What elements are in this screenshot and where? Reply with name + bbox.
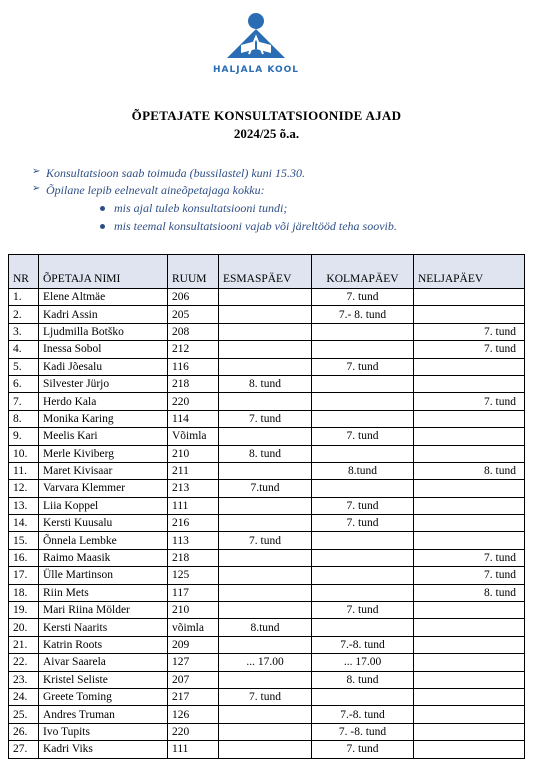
cell-room: 211 <box>168 462 219 479</box>
cell-monday <box>219 706 312 723</box>
cell-thursday <box>414 410 525 427</box>
cell-teacher-name: Inessa Sobol <box>39 341 168 358</box>
cell-monday <box>219 584 312 601</box>
dot-bullet-icon <box>100 224 105 229</box>
cell-room: 207 <box>168 671 219 688</box>
cell-monday <box>219 289 312 306</box>
table-row <box>9 289 525 306</box>
cell-teacher-name: Merle Kiviberg <box>39 445 168 462</box>
cell-wednesday <box>312 375 414 392</box>
cell-thursday <box>414 532 525 549</box>
cell-nr: 5. <box>9 358 39 375</box>
cell-thursday <box>414 480 525 497</box>
cell-wednesday: ... 17.00 <box>312 654 414 671</box>
cell-wednesday: 7.-8. tund <box>312 636 414 653</box>
cell-teacher-name: Andres Truman <box>39 706 168 723</box>
cell-thursday <box>414 445 525 462</box>
cell-thursday <box>414 375 525 392</box>
cell-wednesday <box>312 445 414 462</box>
cell-teacher-name: Maret Kivisaar <box>39 462 168 479</box>
cell-room: 212 <box>168 341 219 358</box>
cell-room: 117 <box>168 584 219 601</box>
cell-room: 113 <box>168 532 219 549</box>
cell-teacher-name: Ülle Martinson <box>39 567 168 584</box>
cell-nr: 15. <box>9 532 39 549</box>
school-year: 2024/25 õ.a. <box>233 126 300 141</box>
cell-room: 213 <box>168 480 219 497</box>
cell-room: 205 <box>168 306 219 323</box>
cell-teacher-name: Kadri Viks <box>39 741 168 758</box>
cell-wednesday: 8.tund <box>312 462 414 479</box>
cell-monday <box>219 671 312 688</box>
cell-room: 111 <box>168 497 219 514</box>
cell-nr: 4. <box>9 341 39 358</box>
cell-nr: 3. <box>9 323 39 340</box>
cell-nr: 25. <box>9 706 39 723</box>
header-room: RUUM <box>168 255 219 289</box>
note-sub-item <box>32 219 397 236</box>
cell-wednesday <box>312 688 414 705</box>
cell-wednesday <box>312 480 414 497</box>
cell-monday <box>219 306 312 323</box>
cell-wednesday <box>312 393 414 410</box>
table-row <box>9 636 525 653</box>
cell-wednesday: 7.- 8. tund <box>312 306 414 323</box>
cell-room: 210 <box>168 602 219 619</box>
cell-room: 208 <box>168 323 219 340</box>
cell-monday: 7. tund <box>219 532 312 549</box>
cell-monday <box>219 515 312 532</box>
cell-nr: 26. <box>9 723 39 740</box>
cell-thursday <box>414 741 525 758</box>
cell-wednesday: 7. tund <box>312 602 414 619</box>
cell-room: 116 <box>168 358 219 375</box>
table-row <box>9 341 525 358</box>
cell-monday <box>219 567 312 584</box>
arrow-bullet-icon: ➢ <box>32 166 41 177</box>
note-sub-text: mis ajal tuleb konsultatsiooni tundi; <box>114 201 288 215</box>
table-row <box>9 393 525 410</box>
note-sub-text: mis teemal konsultatsiooni vajab või järeltööd teha soovib. <box>114 219 397 233</box>
note-item <box>32 166 397 183</box>
table-row <box>9 323 525 340</box>
cell-wednesday <box>312 323 414 340</box>
arrow-bullet-icon: ➢ <box>32 183 41 194</box>
cell-teacher-name: Kersti Kuusalu <box>39 515 168 532</box>
cell-room: 125 <box>168 567 219 584</box>
cell-teacher-name: Õnnela Lembke <box>39 532 168 549</box>
note-item <box>32 183 397 200</box>
cell-thursday: 7. tund <box>414 567 525 584</box>
note-text: Konsultatsioon saab toimuda (bussilastel) kuni 15.30. <box>46 166 306 180</box>
cell-nr: 23. <box>9 671 39 688</box>
cell-teacher-name: Silvester Jürjo <box>39 375 168 392</box>
cell-monday <box>219 341 312 358</box>
cell-thursday <box>414 358 525 375</box>
cell-wednesday <box>312 619 414 636</box>
cell-monday: 8. tund <box>219 445 312 462</box>
table-row <box>9 532 525 549</box>
cell-teacher-name: Riin Mets <box>39 584 168 601</box>
cell-room: 127 <box>168 654 219 671</box>
cell-room: 216 <box>168 515 219 532</box>
table-row <box>9 706 525 723</box>
cell-thursday <box>414 671 525 688</box>
cell-nr: 27. <box>9 741 39 758</box>
cell-thursday <box>414 289 525 306</box>
school-logo <box>210 12 302 82</box>
note-sub-item <box>32 201 397 218</box>
cell-teacher-name: Ivo Tupits <box>39 723 168 740</box>
school-name: HALJALA KOOL <box>213 65 299 75</box>
cell-wednesday <box>312 584 414 601</box>
cell-nr: 24. <box>9 688 39 705</box>
cell-monday <box>219 497 312 514</box>
cell-teacher-name: Mari Riina Mölder <box>39 602 168 619</box>
cell-thursday <box>414 654 525 671</box>
cell-teacher-name: Kadi Jõesalu <box>39 358 168 375</box>
cell-nr: 1. <box>9 289 39 306</box>
cell-wednesday <box>312 341 414 358</box>
cell-nr: 11. <box>9 462 39 479</box>
cell-thursday <box>414 515 525 532</box>
cell-monday: 8.tund <box>219 619 312 636</box>
cell-room: 111 <box>168 741 219 758</box>
cell-nr: 20. <box>9 619 39 636</box>
cell-nr: 8. <box>9 410 39 427</box>
cell-nr: 14. <box>9 515 39 532</box>
header-teacher-name: ÕPETAJA NIMI <box>39 255 168 289</box>
cell-room: 218 <box>168 549 219 566</box>
cell-wednesday: 8. tund <box>312 671 414 688</box>
cell-monday <box>219 723 312 740</box>
header-monday: ESMASPÄEV <box>219 255 312 289</box>
cell-wednesday <box>312 410 414 427</box>
cell-thursday <box>414 723 525 740</box>
cell-teacher-name: Aivar Saarela <box>39 654 168 671</box>
consultation-table <box>8 254 525 759</box>
cell-thursday: 7. tund <box>414 393 525 410</box>
table-row <box>9 619 525 636</box>
cell-nr: 13. <box>9 497 39 514</box>
table-row <box>9 741 525 758</box>
table-row <box>9 480 525 497</box>
table-row <box>9 723 525 740</box>
cell-teacher-name: Greete Toming <box>39 688 168 705</box>
cell-monday <box>219 741 312 758</box>
cell-monday: 7. tund <box>219 410 312 427</box>
table-row <box>9 306 525 323</box>
cell-wednesday: 7. tund <box>312 741 414 758</box>
cell-wednesday: 7. -8. tund <box>312 723 414 740</box>
cell-teacher-name: Ljudmilla Botško <box>39 323 168 340</box>
cell-thursday <box>414 688 525 705</box>
cell-teacher-name: Elene Altmäe <box>39 289 168 306</box>
table-row <box>9 445 525 462</box>
cell-thursday <box>414 602 525 619</box>
cell-wednesday: 7. tund <box>312 497 414 514</box>
cell-thursday <box>414 306 525 323</box>
cell-teacher-name: Raimo Maasik <box>39 549 168 566</box>
table-row <box>9 671 525 688</box>
table-row <box>9 567 525 584</box>
cell-nr: 18. <box>9 584 39 601</box>
cell-monday: 8. tund <box>219 375 312 392</box>
cell-room: 220 <box>168 723 219 740</box>
cell-teacher-name: Kersti Naarits <box>39 619 168 636</box>
cell-thursday: 7. tund <box>414 549 525 566</box>
cell-room: võimla <box>168 619 219 636</box>
cell-wednesday <box>312 549 414 566</box>
cell-wednesday: 7.-8. tund <box>312 706 414 723</box>
cell-thursday <box>414 497 525 514</box>
cell-monday: 7. tund <box>219 688 312 705</box>
cell-thursday <box>414 619 525 636</box>
cell-monday <box>219 358 312 375</box>
cell-nr: 10. <box>9 445 39 462</box>
cell-nr: 6. <box>9 375 39 392</box>
cell-teacher-name: Monika Karing <box>39 410 168 427</box>
page-title: ÕPETAJATE KONSULTATSIOONIDE AJAD <box>131 108 402 123</box>
cell-thursday <box>414 636 525 653</box>
cell-thursday: 7. tund <box>414 341 525 358</box>
cell-nr: 9. <box>9 428 39 445</box>
cell-monday <box>219 549 312 566</box>
cell-wednesday: 7. tund <box>312 515 414 532</box>
cell-wednesday: 7. tund <box>312 289 414 306</box>
cell-room: 126 <box>168 706 219 723</box>
cell-room: 114 <box>168 410 219 427</box>
header-nr: NR <box>9 255 39 289</box>
cell-room: 209 <box>168 636 219 653</box>
table-row <box>9 375 525 392</box>
table-row <box>9 515 525 532</box>
cell-room: 218 <box>168 375 219 392</box>
cell-nr: 21. <box>9 636 39 653</box>
cell-nr: 19. <box>9 602 39 619</box>
cell-room: 210 <box>168 445 219 462</box>
cell-monday <box>219 462 312 479</box>
cell-thursday: 8. tund <box>414 584 525 601</box>
table-row <box>9 428 525 445</box>
table-row <box>9 358 525 375</box>
cell-thursday: 7. tund <box>414 323 525 340</box>
cell-thursday: 8. tund <box>414 462 525 479</box>
cell-nr: 22. <box>9 654 39 671</box>
cell-teacher-name: Meelis Kari <box>39 428 168 445</box>
cell-wednesday: 7. tund <box>312 428 414 445</box>
cell-monday: ... 17.00 <box>219 654 312 671</box>
cell-monday <box>219 323 312 340</box>
dot-bullet-icon <box>100 206 105 211</box>
table-header-row <box>9 255 525 289</box>
cell-room: Võimla <box>168 428 219 445</box>
cell-nr: 16. <box>9 549 39 566</box>
cell-wednesday <box>312 567 414 584</box>
cell-nr: 7. <box>9 393 39 410</box>
cell-nr: 17. <box>9 567 39 584</box>
cell-teacher-name: Liia Koppel <box>39 497 168 514</box>
note-text: Õpilane lepib eelnevalt aineõpetajaga kokku: <box>46 183 265 197</box>
notes-list <box>32 166 397 236</box>
table-row <box>9 688 525 705</box>
table-row <box>9 462 525 479</box>
table-row <box>9 654 525 671</box>
table-row <box>9 497 525 514</box>
cell-teacher-name: Herdo Kala <box>39 393 168 410</box>
cell-nr: 2. <box>9 306 39 323</box>
cell-wednesday <box>312 532 414 549</box>
cell-thursday <box>414 706 525 723</box>
cell-wednesday: 7. tund <box>312 358 414 375</box>
cell-nr: 12. <box>9 480 39 497</box>
header-thursday: NELJAPÄEV <box>414 255 525 289</box>
cell-teacher-name: Kadri Assin <box>39 306 168 323</box>
cell-room: 220 <box>168 393 219 410</box>
table-row <box>9 549 525 566</box>
school-emblem-icon <box>221 12 291 62</box>
cell-thursday <box>414 428 525 445</box>
cell-monday <box>219 393 312 410</box>
cell-monday <box>219 428 312 445</box>
cell-teacher-name: Varvara Klemmer <box>39 480 168 497</box>
header-wednesday: KOLMAPÄEV <box>312 255 414 289</box>
table-row <box>9 602 525 619</box>
cell-monday: 7.tund <box>219 480 312 497</box>
table-row <box>9 410 525 427</box>
table-row <box>9 584 525 601</box>
cell-monday <box>219 636 312 653</box>
cell-room: 217 <box>168 688 219 705</box>
cell-monday <box>219 602 312 619</box>
cell-teacher-name: Kristel Seliste <box>39 671 168 688</box>
cell-teacher-name: Katrin Roots <box>39 636 168 653</box>
cell-room: 206 <box>168 289 219 306</box>
